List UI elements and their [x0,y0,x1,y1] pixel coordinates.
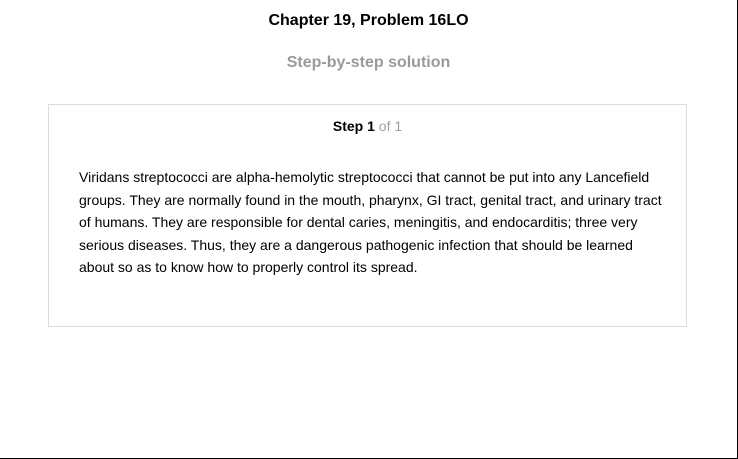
step-label-text: Step [332,118,364,134]
step-header [49,118,686,134]
step-body-text: Viridans streptococci are alpha-hemolytic streptococci that cannot be put into any Lancefield groups. They are normally found in the mouth, pharynx, GI tract, genital tract, and urinary tract of humans. They are responsible for dental caries, meningitis, and endocarditis; three very serious diseases. Thus, they are a dangerous pathogenic infection that should be learned about so as to know how to properly control its spread. [79,169,662,276]
step-number: 1 [367,118,375,134]
step-total: of 1 [378,118,403,134]
step-label [333,118,375,134]
chapter-problem-title: Chapter 19, Problem 16LO [268,12,469,29]
step-card [48,104,687,327]
step-by-step-subtitle: Step-by-step solution [286,54,451,71]
